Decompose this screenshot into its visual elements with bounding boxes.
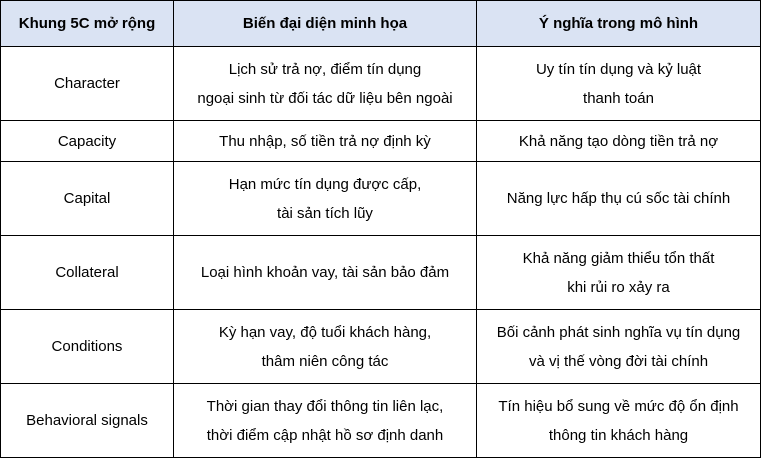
variables-line: Loại hình khoản vay, tài sản bảo đảm	[200, 264, 450, 281]
variables-line: ngoại sinh từ đối tác dữ liệu bên ngoài	[197, 89, 453, 107]
variables-line: Kỳ hạn vay, độ tuổi khách hàng,	[218, 323, 432, 341]
table-row	[1, 236, 761, 310]
meaning-line: và vị thế vòng đời tài chính	[528, 352, 709, 370]
header-row	[1, 1, 761, 47]
header-variables: Biến đại diện minh họa	[174, 1, 477, 47]
variables-line: thời điểm cập nhật hồ sơ định danh	[206, 426, 444, 444]
variables-line: Lịch sử trả nợ, điểm tín dụng	[228, 60, 422, 78]
meaning-cell	[477, 47, 761, 121]
table-row	[1, 384, 761, 458]
meaning-cell	[477, 236, 761, 310]
framework-cell: Capacity	[1, 121, 174, 162]
variables-line: thâm niên công tác	[261, 352, 389, 370]
variables-cell	[174, 384, 477, 458]
meaning-line: khi rủi ro xảy ra	[567, 278, 670, 296]
header-meaning: Ý nghĩa trong mô hình	[477, 1, 761, 47]
meaning-line: Bối cảnh phát sinh nghĩa vụ tín dụng	[496, 323, 741, 341]
header-framework: Khung 5C mở rộng	[1, 1, 174, 47]
framework-cell: Capital	[1, 162, 174, 236]
table-row	[1, 162, 761, 236]
meaning-cell	[477, 384, 761, 458]
variables-cell	[174, 47, 477, 121]
variables-cell	[174, 310, 477, 384]
variables-line: Hạn mức tín dụng được cấp,	[228, 175, 422, 193]
meaning-line: Uy tín tín dụng và kỷ luật	[535, 60, 702, 78]
framework-cell: Behavioral signals	[1, 384, 174, 458]
table-row	[1, 121, 761, 162]
variables-line: tài sản tích lũy	[277, 204, 373, 222]
variables-line: Thu nhập, số tiền trả nợ định kỳ	[219, 132, 431, 150]
variables-line: Thời gian thay đổi thông tin liên lạc,	[206, 397, 444, 415]
table-row	[1, 47, 761, 121]
variables-cell	[174, 236, 477, 310]
meaning-cell	[477, 121, 761, 162]
framework-cell: Character	[1, 47, 174, 121]
meaning-line: Khả năng giảm thiểu tổn thất	[522, 249, 715, 267]
framework-cell: Conditions	[1, 310, 174, 384]
variables-cell	[174, 162, 477, 236]
variables-cell	[174, 121, 477, 162]
meaning-cell	[477, 310, 761, 384]
table-row	[1, 310, 761, 384]
meaning-line: Khả năng tạo dòng tiền trả nợ	[518, 132, 719, 150]
framework-cell: Collateral	[1, 236, 174, 310]
meaning-line: thanh toán	[583, 89, 654, 107]
meaning-line: thông tin khách hàng	[548, 426, 689, 444]
meaning-cell	[477, 162, 761, 236]
meaning-line: Năng lực hấp thụ cú sốc tài chính	[506, 190, 731, 207]
meaning-line: Tín hiệu bổ sung về mức độ ổn định	[498, 397, 739, 415]
